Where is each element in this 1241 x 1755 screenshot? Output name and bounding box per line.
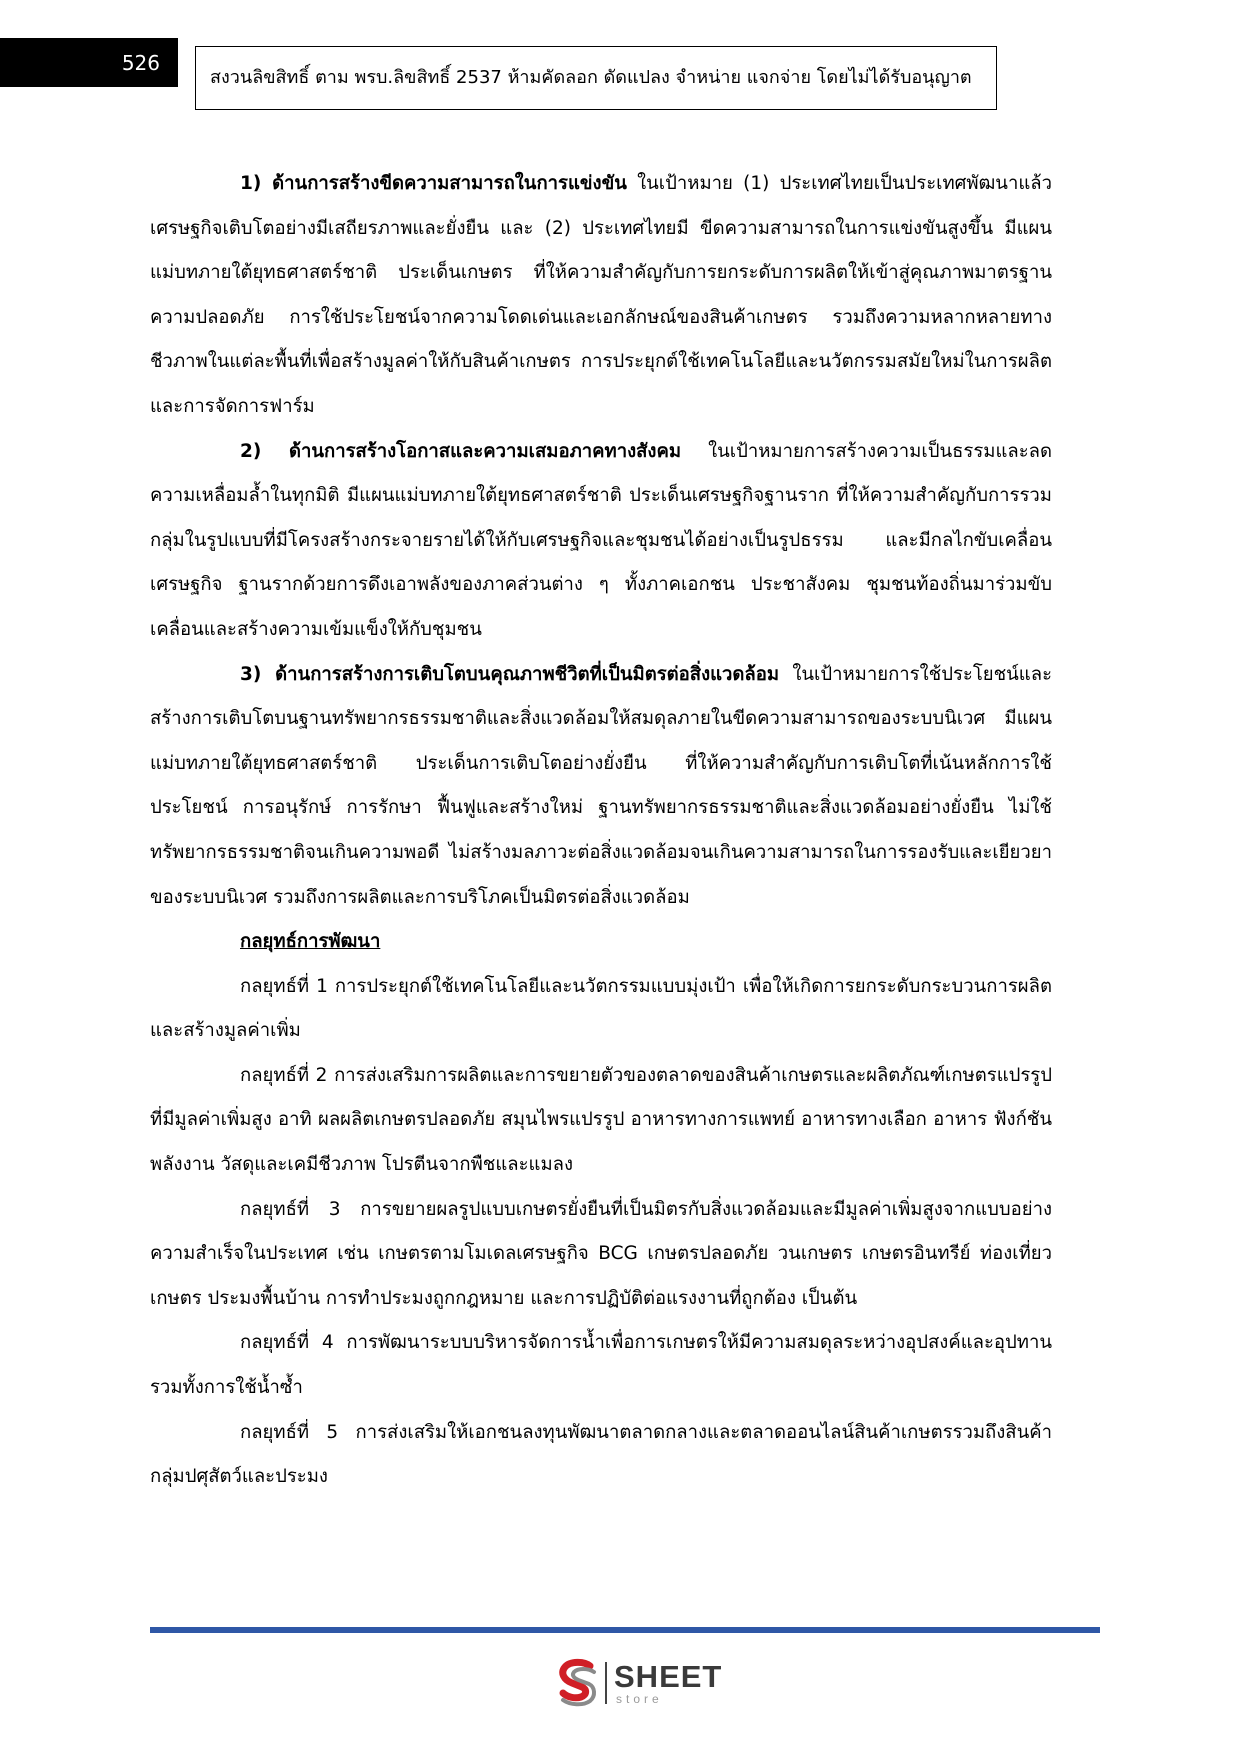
sheet-store-logo: [554, 1658, 724, 1708]
section-3: [150, 653, 1052, 921]
page-number: 526: [0, 38, 178, 87]
section-1: [150, 162, 1052, 430]
strategy-item: กลยุทธ์ที่ 4 การพัฒนาระบบบริหารจัดการน้ำเพื่อการเกษตรให้มีความสมดุลระหว่างอุปสงค์และอุปทาน รวมทั้งการใช้น้ำซ้ำ: [150, 1332, 1052, 1399]
sheet-store-s-logo-icon: [554, 1658, 600, 1708]
strategy-item: กลยุทธ์ที่ 5 การส่งเสริมให้เอกชนลงทุนพัฒนาตลาดกลางและตลาดออนไลน์สินค้าเกษตรรวมถึงสินค้า กลุ่มปศุสัตว์และประมง: [150, 1421, 1052, 1488]
section-2: [150, 430, 1052, 653]
strategy-heading: กลยุทธ์การพัฒนา: [240, 931, 381, 953]
copyright-notice: สงวนลิขสิทธิ์ ตาม พรบ.ลิขสิทธิ์ 2537 ห้ามคัดลอก ดัดแปลง จำหน่าย แจกจ่าย โดยไม่ได้รับอนุญาต: [195, 46, 997, 110]
document-body: [150, 162, 1052, 1500]
section-3-text: ในเป้าหมายการใช้ประโยชน์และสร้างการเติบโตบนฐานทรัพยากรธรรมชาติและสิ่งแวดล้อมให้สมดุลภายในขีดความสามารถของระบบนิเวศ มีแผนแม่บทภายใต้ยุทธศาสตร์ชาติ ประเด็นการเติบโตอย่างยั่งยืน ที่ให้ความสำคัญกับการเติบโตที่เน้นหลักการใช้ประโยชน์ การอนุรักษ์ การรักษา ฟื้นฟูและสร้างใหม่ ฐานทรัพยากรธรรมชาติและสิ่งแวดล้อมอย่างยั่งยืน ไม่ใช้ทรัพยากรธรรมชาติจนเกินความพอดี ไม่สร้างมลภาวะต่อสิ่งแวดล้อมจนเกินความสามารถในการรองรับและเยียวยาของระบบนิเวศ รวมถึงการผลิตและการบริโภคเป็นมิตรต่อสิ่งแวดล้อม: [150, 663, 1053, 908]
logo-word: SHEET: [614, 1659, 723, 1694]
section-1-title: 1) ด้านการสร้างขีดความสามารถในการแข่งขัน: [240, 173, 627, 194]
logo-separator: [605, 1662, 607, 1704]
footer-divider: [150, 1627, 1100, 1633]
section-3-title: 3) ด้านการสร้างการเติบโตบนคุณภาพชีวิตที่เป็นมิตรต่อสิ่งแวดล้อม: [240, 663, 780, 685]
strategy-item: กลยุทธ์ที่ 3 การขยายผลรูปแบบเกษตรยั่งยืนที่เป็นมิตรกับสิ่งแวดล้อมและมีมูลค่าเพิ่มสูงจากแบบอย่าง ความสำเร็จในประเทศ เช่น เกษตรตามโมเดลเศรษฐกิจ BCG เกษตรปลอดภัย วนเกษตร เกษตรอินทรีย์ ท่องเที่ยวเกษตร ประมงพื้นบ้าน การทำประมงถูกกฎหมาย และการปฏิบัติต่อแรงงานที่ถูกต้อง เป็นต้น: [150, 1198, 1052, 1309]
strategy-item: กลยุทธ์ที่ 1 การประยุกต์ใช้เทคโนโลยีและนวัตกรรมแบบมุ่งเป้า เพื่อให้เกิดการยกระดับกระบวนการผลิต และสร้างมูลค่าเพิ่ม: [150, 975, 1052, 1042]
section-1-text: ในเป้าหมาย (1) ประเทศไทยเป็นประเทศพัฒนาแล้ว เศรษฐกิจเติบโตอย่างมีเสถียรภาพและยั่งยืน และ (2) ประเทศไทยมี ขีดความสามารถในการแข่งขันสูงขึ้น มีแผนแม่บทภายใต้ยุทธศาสตร์ชาติ ประเด็นเกษตร ที่ให้ความสำคัญกับการยกระดับการผลิตให้เข้าสู่คุณภาพมาตรฐานความปลอดภัย การใช้ประโยชน์จากความโดดเด่นและเอกลักษณ์ของสินค้าเกษตร รวมถึงความหลากหลายทางชีวภาพในแต่ละพื้นที่เพื่อสร้างมูลค่าให้กับสินค้าเกษตร การประยุกต์ใช้เทคโนโลยีและนวัตกรรมสมัยใหม่ในการผลิตและการจัดการฟาร์ม: [150, 173, 1052, 417]
logo-subtitle: store: [616, 1692, 663, 1706]
section-2-title: 2) ด้านการสร้างโอกาสและความเสมอภาคทางสังคม: [240, 440, 682, 462]
section-2-text: ในเป้าหมายการสร้างความเป็นธรรมและลดความเหลื่อมล้ำในทุกมิติ มีแผนแม่บทภายใต้ยุทธศาสตร์ชาติ ประเด็นเศรษฐกิจฐานราก ที่ให้ความสำคัญกับการรวมกลุ่มในรูปแบบที่มีโครงสร้างกระจายรายได้ให้กับเศรษฐกิจและชุมชนได้อย่างเป็นรูปธรรม และมีกลไกขับเคลื่อนเศรษฐกิจ ฐานรากด้วยการดึงเอาพลังของภาคส่วนต่าง ๆ ทั้งภาคเอกชน ประชาสังคม ชุมชนท้องถิ่นมาร่วมขับเคลื่อนและสร้างความเข้มแข็งให้กับชุมชน: [150, 440, 1053, 640]
strategy-item: กลยุทธ์ที่ 2 การส่งเสริมการผลิตและการขยายตัวของตลาดของสินค้าเกษตรและผลิตภัณฑ์เกษตรแปรรูปที่มีมูลค่าเพิ่มสูง อาทิ ผลผลิตเกษตรปลอดภัย สมุนไพรแปรรูป อาหารทางการแพทย์ อาหารทางเลือก อาหาร ฟังก์ชัน พลังงาน วัสดุและเคมีชีวภาพ โปรตีนจากพืชและแมลง: [150, 1064, 1052, 1176]
